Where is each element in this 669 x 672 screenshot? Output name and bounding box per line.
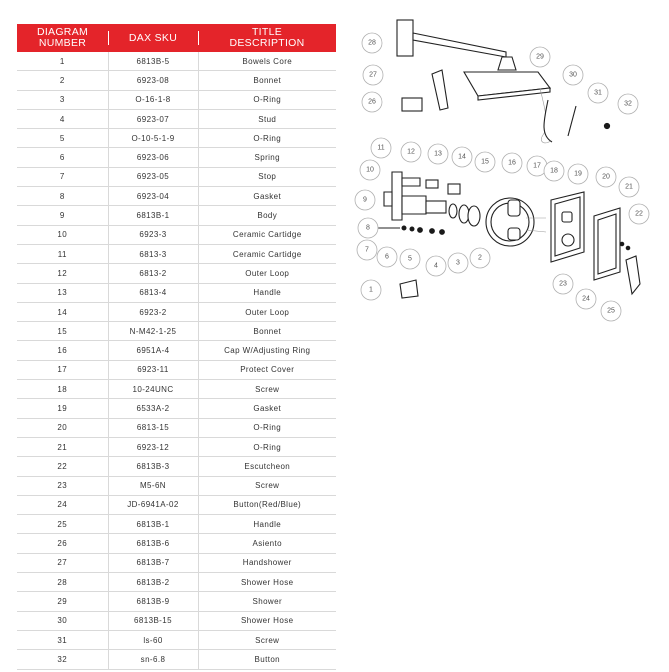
- table-row: [17, 283, 336, 302]
- sku-cell: 6923-12: [108, 437, 198, 456]
- callout-label: 13: [434, 150, 442, 158]
- table-row: [17, 129, 336, 148]
- escutcheon-inner: [555, 197, 580, 256]
- description-cell: Bonnet: [198, 71, 336, 90]
- table-row: [17, 399, 336, 418]
- header-title-description: [198, 24, 336, 52]
- description-cell: Button: [198, 650, 336, 669]
- part-number-cell: 32: [17, 650, 108, 669]
- part-number-cell: 1: [17, 52, 108, 71]
- sku-cell: 6923-04: [108, 187, 198, 206]
- part-number-cell: 28: [17, 573, 108, 592]
- callout-18: [544, 161, 564, 181]
- part-number-cell: 2: [17, 71, 108, 90]
- lever-handle: [626, 256, 640, 294]
- shower-connector: [498, 57, 516, 70]
- handshower-body: [432, 70, 448, 110]
- table-row: [17, 187, 336, 206]
- table-row: [17, 302, 336, 321]
- description-cell: Ceramic Cartidge: [198, 225, 336, 244]
- table-row: [17, 71, 336, 90]
- callout-2: [470, 248, 490, 268]
- description-cell: Protect Cover: [198, 360, 336, 379]
- part-number-cell: 12: [17, 264, 108, 283]
- part-number-cell: 20: [17, 418, 108, 437]
- part-number-cell: 10: [17, 225, 108, 244]
- callout-12: [401, 142, 421, 162]
- callout-22: [629, 204, 649, 224]
- sku-cell: 6533A-2: [108, 399, 198, 418]
- sku-cell: 6813B-1: [108, 515, 198, 534]
- callout-label: 1: [369, 286, 373, 294]
- description-cell: Screw: [198, 380, 336, 399]
- description-cell: Gasket: [198, 187, 336, 206]
- callout-label: 6: [385, 253, 389, 261]
- callout-label: 20: [602, 173, 610, 181]
- sku-cell: 6951A-4: [108, 341, 198, 360]
- part-number-cell: 25: [17, 515, 108, 534]
- callout-label: 16: [508, 159, 516, 167]
- sku-cell: 6813-15: [108, 418, 198, 437]
- description-cell: Spring: [198, 148, 336, 167]
- callout-9: [355, 190, 375, 210]
- sku-cell: 6813B-5: [108, 52, 198, 71]
- callout-16: [502, 153, 522, 173]
- sku-cell: 10-24UNC: [108, 380, 198, 399]
- table-row: [17, 322, 336, 341]
- part-number-cell: 29: [17, 592, 108, 611]
- valve-inlet: [384, 192, 392, 206]
- callout-label: 4: [434, 262, 438, 270]
- callout-21: [619, 177, 639, 197]
- ceramic-cartridge: [426, 201, 446, 213]
- outer-loop: [449, 204, 457, 218]
- callout-label: 9: [363, 196, 367, 204]
- callout-label: 23: [559, 280, 567, 288]
- handshower-holder: [402, 98, 422, 111]
- screw-dot: [626, 246, 630, 250]
- callout-label: 22: [635, 210, 643, 218]
- header-line: DAX SKU: [128, 31, 178, 44]
- sku-cell: M5-6N: [108, 476, 198, 495]
- trim-plate-inner: [598, 214, 616, 274]
- sku-cell: 6813B-9: [108, 592, 198, 611]
- part-number-cell: 4: [17, 109, 108, 128]
- callout-25: [601, 301, 621, 321]
- callout-32: [618, 94, 638, 114]
- part-number-cell: 14: [17, 302, 108, 321]
- protect-cover-port-top: [508, 200, 520, 216]
- table-row: [17, 515, 336, 534]
- o-ring: [430, 229, 435, 234]
- description-cell: Escutcheon: [198, 457, 336, 476]
- callout-5: [400, 249, 420, 269]
- table-row: [17, 553, 336, 572]
- description-cell: Handle: [198, 283, 336, 302]
- callout-3: [448, 253, 468, 273]
- callout-label: 26: [368, 98, 376, 106]
- description-cell: Outer Loop: [198, 264, 336, 283]
- description-cell: Asiento: [198, 534, 336, 553]
- escutcheon-lower-button: [562, 234, 574, 246]
- sku-cell: O-10-5-1-9: [108, 129, 198, 148]
- callout-label: 17: [533, 162, 541, 170]
- callout-label: 25: [607, 307, 615, 315]
- description-cell: Bonnet: [198, 322, 336, 341]
- callout-14: [452, 147, 472, 167]
- callout-label: 8: [366, 224, 370, 232]
- sku-cell: 6923-3: [108, 225, 198, 244]
- part-number-cell: 11: [17, 244, 108, 263]
- table-row: [17, 360, 336, 379]
- part-number-cell: 5: [17, 129, 108, 148]
- callout-label: 18: [550, 167, 558, 175]
- long-screw: [568, 106, 576, 136]
- table-header-row: [17, 24, 336, 52]
- table-row: [17, 495, 336, 514]
- callout-27: [363, 65, 383, 85]
- part-number-cell: 30: [17, 611, 108, 630]
- bonnet: [468, 206, 480, 226]
- part-number-cell: 16: [17, 341, 108, 360]
- bowels-core: [400, 280, 418, 298]
- callout-26: [362, 92, 382, 112]
- sku-cell: 6813B-7: [108, 553, 198, 572]
- description-cell: Gasket: [198, 399, 336, 418]
- description-cell: O-Ring: [198, 90, 336, 109]
- outer-loop-top: [448, 184, 460, 194]
- callout-31: [588, 83, 608, 103]
- bonnet-ring: [459, 205, 469, 223]
- header-diagram-number: [17, 24, 108, 52]
- callout-19: [568, 164, 588, 184]
- description-cell: Shower Hose: [198, 611, 336, 630]
- header-line: NUMBER: [38, 37, 87, 49]
- header-line: TITLE: [251, 26, 283, 38]
- spring: [402, 226, 406, 230]
- part-number-cell: 6: [17, 148, 108, 167]
- sku-cell: ls-60: [108, 630, 198, 649]
- callout-label: 5: [408, 255, 412, 263]
- part-number-cell: 15: [17, 322, 108, 341]
- table-row: [17, 476, 336, 495]
- header-dax-sku: [108, 24, 198, 52]
- callout-label: 10: [366, 166, 374, 174]
- callout-label: 2: [478, 254, 482, 262]
- table-row: [17, 225, 336, 244]
- callout-8: [358, 218, 378, 238]
- description-cell: Outer Loop: [198, 302, 336, 321]
- table-row: [17, 611, 336, 630]
- callout-label: 14: [458, 153, 466, 161]
- table-row: [17, 244, 336, 263]
- table-row: [17, 90, 336, 109]
- callout-23: [553, 274, 573, 294]
- description-cell: O-Ring: [198, 437, 336, 456]
- shower-hose: [544, 100, 552, 142]
- valve-assembly: [370, 172, 640, 298]
- sku-cell: O-16-1-8: [108, 90, 198, 109]
- sku-cell: 6813-3: [108, 244, 198, 263]
- shower-arm: [413, 33, 506, 57]
- part-number-cell: 22: [17, 457, 108, 476]
- header-line: DIAGRAM: [36, 26, 89, 38]
- table-row: [17, 457, 336, 476]
- description-cell: Screw: [198, 630, 336, 649]
- table-row: [17, 264, 336, 283]
- description-cell: Shower: [198, 592, 336, 611]
- valve-outlet-top: [402, 178, 420, 186]
- exploded-parts-diagram: [340, 0, 669, 340]
- table-row: [17, 148, 336, 167]
- callout-11: [371, 138, 391, 158]
- description-cell: Ceramic Cartidge: [198, 244, 336, 263]
- sku-cell: 6813B-6: [108, 534, 198, 553]
- parts-table: [17, 24, 336, 670]
- part-number-cell: 9: [17, 206, 108, 225]
- callout-29: [530, 47, 550, 67]
- callout-28: [362, 33, 382, 53]
- table-row: [17, 206, 336, 225]
- table-row: [17, 109, 336, 128]
- sku-cell: 6813B-2: [108, 573, 198, 592]
- callout-label: 3: [456, 259, 460, 267]
- part-number-cell: 27: [17, 553, 108, 572]
- description-cell: O-Ring: [198, 418, 336, 437]
- description-cell: Handshower: [198, 553, 336, 572]
- callout-24: [576, 289, 596, 309]
- part-number-cell: 13: [17, 283, 108, 302]
- table-row: [17, 592, 336, 611]
- callout-6: [377, 247, 397, 267]
- sku-cell: 6923-08: [108, 71, 198, 90]
- callout-10: [360, 160, 380, 180]
- part-number-cell: 18: [17, 380, 108, 399]
- valve-body: [392, 172, 402, 220]
- description-cell: Screw: [198, 476, 336, 495]
- callout-label: 28: [368, 39, 376, 47]
- sku-cell: sn-6.8: [108, 650, 198, 669]
- part-number-cell: 23: [17, 476, 108, 495]
- callout-label: 19: [574, 170, 582, 178]
- valve-outlet-mid: [402, 196, 426, 214]
- part-number-cell: 7: [17, 167, 108, 186]
- sku-cell: N-M42-1-25: [108, 322, 198, 341]
- part-number-cell: 19: [17, 399, 108, 418]
- part-number-cell: 31: [17, 630, 108, 649]
- table-row: [17, 341, 336, 360]
- table-row: [17, 650, 336, 669]
- table-row: [17, 534, 336, 553]
- part-number-cell: 21: [17, 437, 108, 456]
- table-row: [17, 52, 336, 71]
- callout-label: 12: [407, 148, 415, 156]
- ceramic-cartridge-top: [426, 180, 438, 188]
- escutcheon-upper-button: [562, 212, 572, 222]
- description-cell: Button(Red/Blue): [198, 495, 336, 514]
- sku-cell: 6813B-15: [108, 611, 198, 630]
- callout-label: 24: [582, 295, 590, 303]
- table-row: [17, 437, 336, 456]
- sku-cell: 6923-06: [108, 148, 198, 167]
- callout-label: 15: [481, 158, 489, 166]
- description-cell: Shower Hose: [198, 573, 336, 592]
- callout-13: [428, 144, 448, 164]
- sku-cell: 6923-11: [108, 360, 198, 379]
- callout-label: 32: [624, 100, 632, 108]
- sku-cell: 6813-4: [108, 283, 198, 302]
- part-number-cell: 24: [17, 495, 108, 514]
- sku-cell: 6813B-1: [108, 206, 198, 225]
- table-row: [17, 167, 336, 186]
- protect-cover-port-bottom: [508, 228, 520, 240]
- callout-7: [357, 240, 377, 260]
- callout-label: 7: [365, 246, 369, 254]
- wall-flange: [397, 20, 413, 56]
- callout-30: [563, 65, 583, 85]
- sku-cell: 6813B-3: [108, 457, 198, 476]
- part-number-cell: 26: [17, 534, 108, 553]
- description-cell: Bowels Core: [198, 52, 336, 71]
- sku-cell: 6923-2: [108, 302, 198, 321]
- description-cell: Body: [198, 206, 336, 225]
- part-number-cell: 3: [17, 90, 108, 109]
- description-cell: O-Ring: [198, 129, 336, 148]
- table-row: [17, 573, 336, 592]
- callout-label: 27: [369, 71, 377, 79]
- o-ring: [418, 228, 423, 233]
- part-number-cell: 17: [17, 360, 108, 379]
- callout-label: 29: [536, 53, 544, 61]
- header-line: DESCRIPTION: [229, 37, 305, 49]
- callout-label: 31: [594, 89, 602, 97]
- table-row: [17, 630, 336, 649]
- sku-cell: JD-6941A-02: [108, 495, 198, 514]
- callout-20: [596, 167, 616, 187]
- description-cell: Stop: [198, 167, 336, 186]
- callout-1: [361, 280, 381, 300]
- button-plug: [604, 123, 609, 128]
- description-cell: Handle: [198, 515, 336, 534]
- screw-dot: [620, 242, 624, 246]
- description-cell: Cap W/Adjusting Ring: [198, 341, 336, 360]
- description-cell: Stud: [198, 109, 336, 128]
- callout-label: 30: [569, 71, 577, 79]
- callout-15: [475, 152, 495, 172]
- o-ring: [440, 230, 445, 235]
- table-row: [17, 380, 336, 399]
- callout-label: 21: [625, 183, 633, 191]
- sku-cell: 6923-05: [108, 167, 198, 186]
- table-row: [17, 418, 336, 437]
- part-number-cell: 8: [17, 187, 108, 206]
- sku-cell: 6923-07: [108, 109, 198, 128]
- callout-label: 11: [377, 144, 385, 152]
- sku-cell: 6813-2: [108, 264, 198, 283]
- stop: [410, 227, 414, 231]
- callout-4: [426, 256, 446, 276]
